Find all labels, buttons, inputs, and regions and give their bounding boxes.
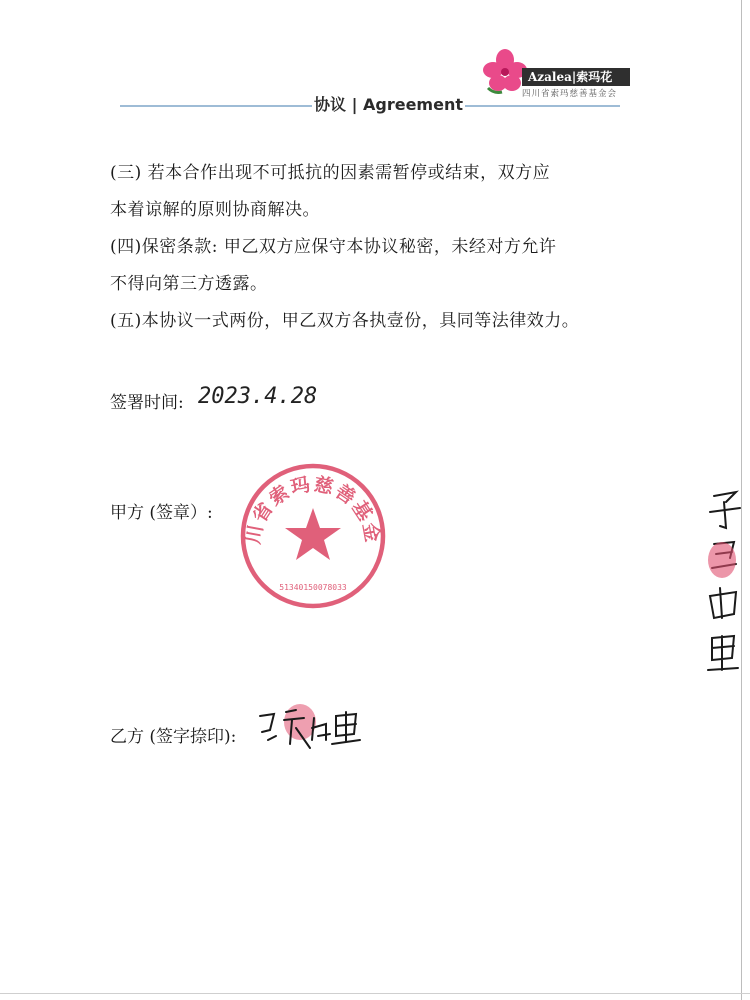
clause-3-line-2: 本着谅解的原则协商解决。 <box>110 200 320 220</box>
page-title: 协议 | Agreement <box>312 92 465 115</box>
clause-4-line-1: (四)保密条款: 甲乙双方应保守本协议秘密，未经对方允许 <box>110 237 557 257</box>
signing-time-label: 签署时间: <box>110 393 184 413</box>
seal-serial: 51340150078033 <box>279 583 347 592</box>
margin-signature <box>700 488 750 678</box>
clause-3-line-1: (三) 若本合作出现不可抵抗的因素需暂停或结束，双方应 <box>110 163 551 183</box>
official-seal <box>225 443 390 608</box>
seal-org-text: 四川省索玛慈善基金会 <box>225 443 384 546</box>
party-b-signature <box>256 700 366 756</box>
party-b-label: 乙方 (签字捺印): <box>110 727 237 747</box>
clause-4-line-2: 不得向第三方透露。 <box>110 274 268 294</box>
logo-org-name: 四川省索玛慈善基金会 <box>522 89 618 99</box>
clause-5: (五)本协议一式两份，甲乙双方各执壹份，具同等法律效力。 <box>110 311 580 331</box>
party-a-label: 甲方 (签章）: <box>110 503 213 523</box>
logo-brand: Azalea|索玛花 <box>522 68 630 86</box>
signing-time-handwritten: 2023.4.28 <box>198 384 318 409</box>
page-edge-bottom <box>0 993 750 994</box>
